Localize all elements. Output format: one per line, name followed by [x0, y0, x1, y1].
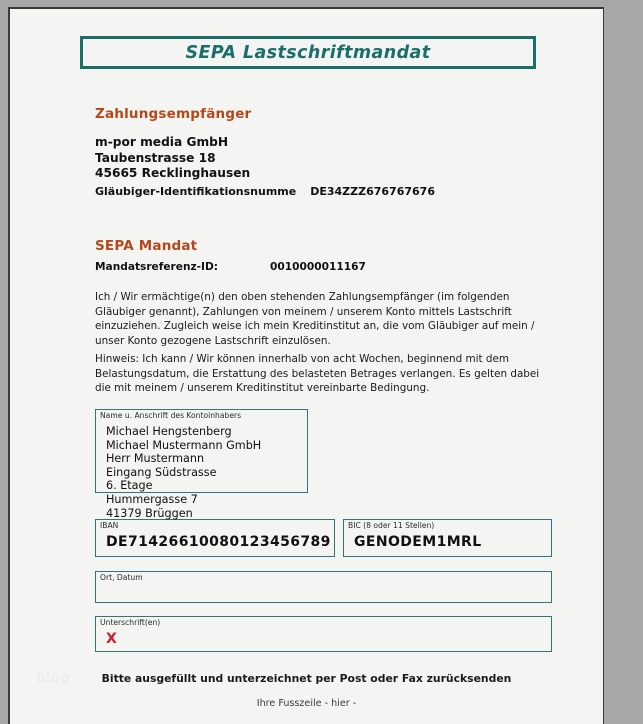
bic-value: GENODEM1MRL — [354, 534, 482, 550]
iban-value: DE71426610080123456789 — [106, 534, 331, 550]
watermark-text: blog — [36, 671, 70, 686]
footer-placeholder: Ihre Fusszeile - hier - — [256, 698, 357, 709]
account-holder-value — [106, 425, 261, 520]
mandate-heading: SEPA Mandat — [95, 238, 198, 254]
bic-label: BIC (8 oder 11 Stellen) — [348, 521, 435, 530]
place-date-label: Ort, Datum — [100, 573, 143, 582]
account-holder-line: Eingang Südstrasse — [106, 465, 217, 479]
account-holder-line: Hummergasse 7 — [106, 492, 198, 506]
creditor-id-label: Gläubiger-Identifikationsnumme — [95, 185, 297, 198]
account-holder-line: 6. Etage — [106, 479, 153, 493]
payee-street: Taubenstrasse 18 — [95, 151, 216, 165]
footer-instruction: Bitte ausgefüllt und unterzeichnet per Post oder Fax zurücksenden — [101, 672, 512, 685]
place-date-field[interactable] — [95, 571, 552, 603]
document-title-box — [80, 36, 536, 69]
payee-city: 45665 Recklinghausen — [95, 166, 251, 180]
account-holder-label: Name u. Anschrift des Kontoinhabers — [100, 411, 242, 420]
account-holder-line: Herr Mustermann — [106, 452, 205, 466]
account-holder-line: 41379 Brüggen — [106, 506, 193, 520]
iban-field[interactable] — [95, 519, 335, 557]
creditor-id-value: DE34ZZZ676767676 — [310, 185, 435, 198]
bic-field[interactable] — [343, 519, 552, 557]
signature-label: Unterschrift(en) — [100, 618, 161, 627]
authorization-paragraph: Ich / Wir ermächtige(n) den oben stehenden Zahlungsempfänger (im folgenden Gläubiger genannt), Zahlungen von meinem / unserem Konto mittels Lastschrift einzuziehen. Zugleich weise ich mein Kreditinstitut an, die vom Gläubiger auf mein / unser Konto gezogene Lastschrift einzulösen. — [95, 291, 535, 347]
payee-company: m-por media GmbH — [95, 135, 229, 149]
document-page — [10, 9, 603, 724]
account-holder-line: Michael Mustermann GmbH — [106, 438, 262, 452]
iban-label: IBAN — [100, 521, 119, 530]
creditor-identification — [95, 185, 435, 198]
notice-paragraph: Hinweis: Ich kann / Wir können innerhalb von acht Wochen, beginnend mit dem Belastungsdatum, die Erstattung des belasteten Betrages verlangen. Es gelten dabei die mit meinem / unserem Kreditinstitut vereinbarte Bedingung. — [95, 353, 540, 395]
page-title: SEPA Lastschriftmandat — [185, 42, 431, 63]
signature-mark: X — [106, 631, 117, 647]
signature-field[interactable] — [95, 616, 552, 652]
mandate-reference — [95, 261, 366, 273]
mandate-reference-label: Mandatsreferenz-ID: — [95, 261, 219, 273]
account-holder-line: Michael Hengstenberg — [106, 425, 232, 438]
mandate-reference-value: 0010000011167 — [270, 261, 366, 273]
payee-heading: Zahlungsempfänger — [95, 106, 252, 122]
